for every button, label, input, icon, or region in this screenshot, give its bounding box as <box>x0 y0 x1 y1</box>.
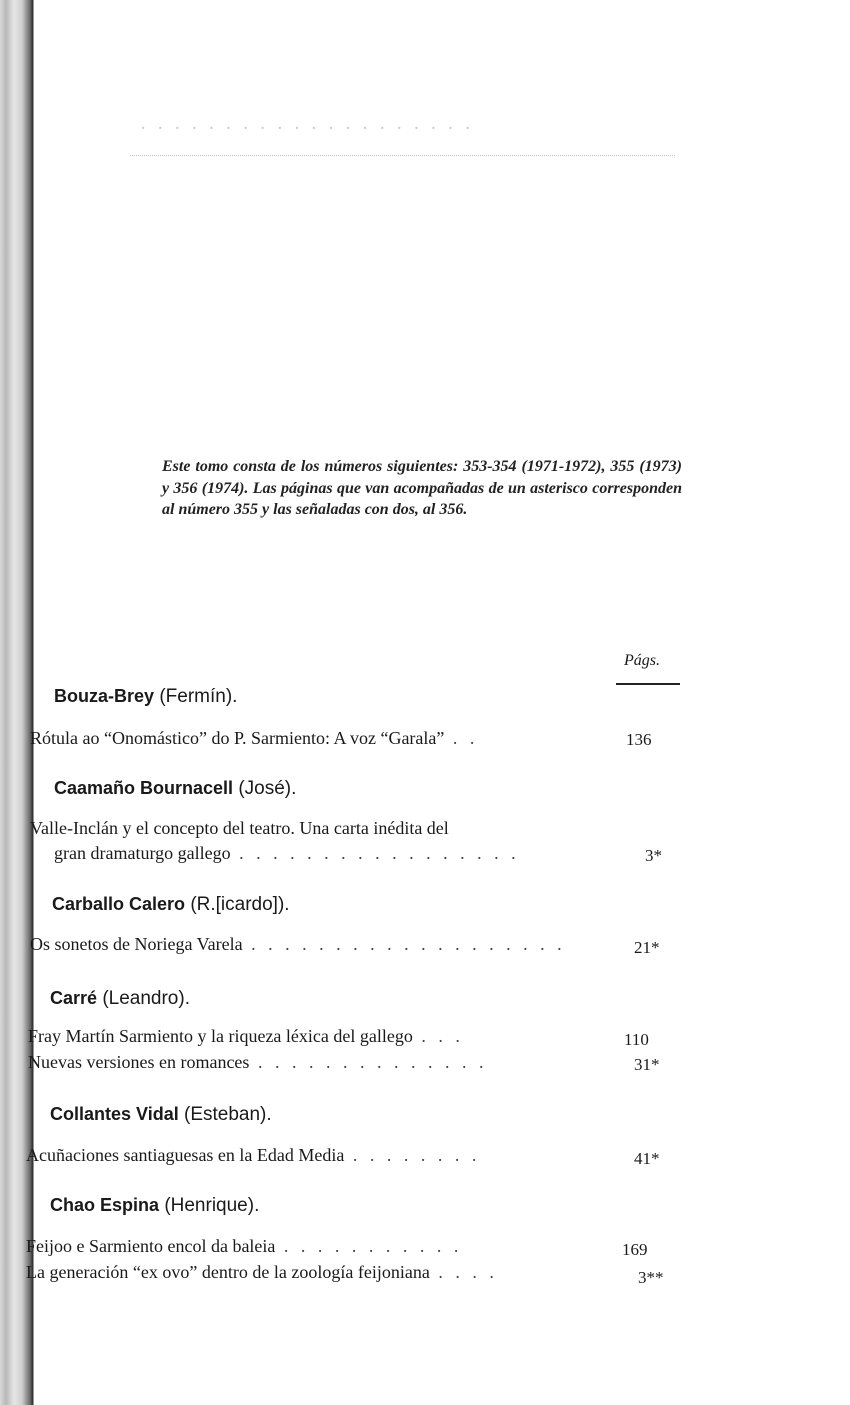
entry-page: 110 <box>624 1030 649 1049</box>
entry-page: 3* <box>645 846 662 865</box>
entry-title: Acuñaciones santiaguesas en la Edad Media <box>26 1145 345 1165</box>
entry-page: 3** <box>638 1268 664 1287</box>
entry-page: 21* <box>634 938 660 957</box>
entry-title: Nuevas versiones en romances <box>28 1052 250 1072</box>
index-entry <box>26 1236 462 1257</box>
index-entry <box>28 1026 464 1047</box>
entry-title: La generación “ex ovo” dentro de la zoología feijoniana <box>26 1262 430 1282</box>
author-heading <box>50 988 190 1010</box>
index-entry <box>26 1145 480 1166</box>
volume-note: Este tomo consta de los números siguientes: 353-354 (1971-1972), 355 (1973) y 356 (1974). Las páginas que van acompañadas de un asterisco corresponden al número 355 y las señaladas con dos, al 356. <box>162 458 682 518</box>
entry-page: 31* <box>634 1055 660 1074</box>
index-entry <box>28 1052 487 1073</box>
index-entry <box>30 728 478 749</box>
index-entry <box>26 1262 498 1283</box>
pages-column-rule <box>616 683 680 685</box>
author-surname: Collantes Vidal <box>50 1104 179 1124</box>
show-through-header: · · · · · · · · · · · · · · · · · · · · <box>140 118 474 139</box>
entry-page: 169 <box>622 1240 648 1259</box>
index-entry <box>30 934 566 955</box>
author-surname: Caamaño Bournacell <box>54 778 234 798</box>
author-surname: Chao Espina <box>50 1195 160 1215</box>
pages-column-label: Págs. <box>624 652 660 669</box>
leader-dots: . . . . . . . . . . . <box>275 1236 463 1256</box>
entry-title: Valle-Inclán y el concepto del teatro. Una carta inédita del <box>30 818 449 838</box>
entry-title-continued: gran dramaturgo gallego <box>54 843 231 863</box>
author-heading <box>50 1195 259 1217</box>
author-heading <box>54 686 237 708</box>
entry-title: Rótula ao “Onomástico” do P. Sarmiento: A voz “Garala” <box>30 728 445 748</box>
author-surname: Carré <box>50 988 98 1008</box>
leader-dots: . . . . . . . . . . . . . . . . . . . <box>242 934 566 954</box>
author-given-name: (Fermín). <box>159 686 238 707</box>
entry-title: Fray Martín Sarmiento y la riqueza léxica del gallego <box>28 1026 413 1046</box>
entry-page: 136 <box>626 730 652 749</box>
show-through-rule <box>130 155 675 156</box>
index-entry <box>30 818 449 839</box>
leader-dots: . . <box>444 728 479 748</box>
author-surname: Carballo Calero <box>52 894 186 914</box>
author-given-name: (Henrique). <box>164 1195 260 1216</box>
author-heading <box>54 778 296 800</box>
author-given-name: (R.[icardo]). <box>190 894 290 915</box>
author-heading <box>52 894 290 916</box>
leader-dots: . . . . . . . . . . . . . . <box>249 1052 488 1072</box>
book-binding-shadow <box>0 0 34 1405</box>
entry-title: Feijoo e Sarmiento encol da baleia <box>26 1236 276 1256</box>
author-surname: Bouza-Brey <box>54 686 155 706</box>
author-heading <box>50 1104 272 1126</box>
author-given-name: (Leandro). <box>102 988 190 1009</box>
index-entry-continued <box>54 843 520 864</box>
entry-page: 41* <box>634 1149 660 1168</box>
leader-dots: . . . . <box>429 1262 498 1282</box>
author-given-name: (José). <box>238 778 297 799</box>
entry-title: Os sonetos de Noriega Varela <box>30 934 243 954</box>
leader-dots: . . . . . . . . . . . . . . . . . <box>230 843 520 863</box>
author-given-name: (Esteban). <box>184 1104 272 1125</box>
leader-dots: . . . <box>412 1026 464 1046</box>
leader-dots: . . . . . . . . <box>344 1145 481 1165</box>
